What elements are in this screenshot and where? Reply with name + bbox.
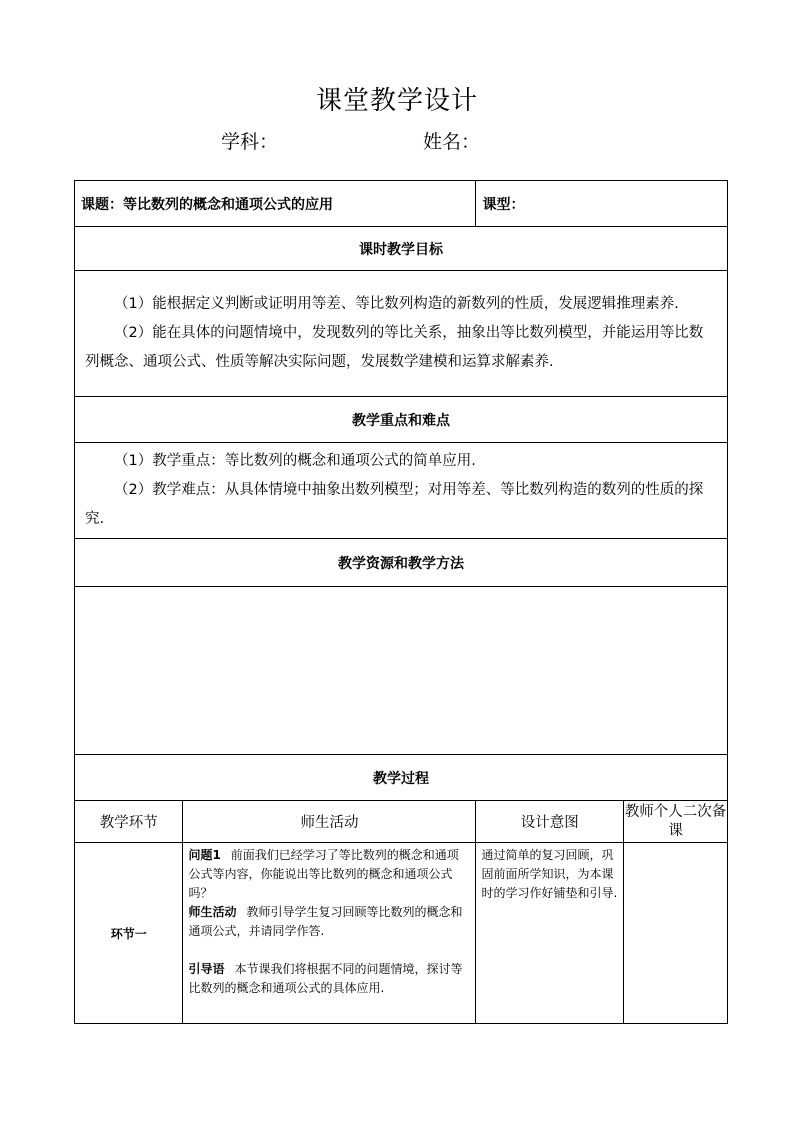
process-heading: 教学过程 (75, 755, 728, 801)
keypoints-content (75, 443, 728, 539)
activity-text: 教师引导学生复习回顾等比数列的概念和通项公式，并请同学作答. (188, 905, 463, 938)
table-row (75, 843, 728, 1024)
question-text: 前面我们已经学习了等比数列的概念和通项公式等内容，你能说出等比数列的概念和通项公式吗？ (188, 848, 459, 900)
question-paragraph (188, 846, 470, 903)
intent-cell: 通过简单的复习回顾，巩固前面所学知识，为本课时的学习作好铺垫和引导. (476, 843, 624, 1024)
topic-cell: 课题：等比数列的概念和通项公式的应用 (75, 181, 476, 227)
topic-row (75, 181, 728, 227)
subject-label: 学科： (221, 131, 279, 153)
guide-label: 引导语 (188, 962, 225, 976)
resources-content (75, 587, 728, 755)
col-header-stage: 教学环节 (75, 801, 183, 843)
col-header-activity: 师生活动 (183, 801, 476, 843)
activity-paragraph (188, 903, 470, 941)
keypoint-item: （2）教学难点：从具体情境中抽象出数列模型；对用等差、等比数列构造的数列的性质的探究. (85, 482, 704, 527)
activity-cell (183, 843, 476, 1024)
keypoints-heading: 教学重点和难点 (75, 397, 728, 443)
question-label: 问题1 (188, 848, 221, 862)
lesson-type-cell: 课型： (476, 181, 728, 227)
stage-cell: 环节一 (75, 843, 183, 1024)
objectives-content (75, 271, 728, 397)
process-header-row (75, 801, 728, 843)
lesson-plan-table (74, 180, 728, 1024)
activity-label: 师生活动 (188, 905, 237, 919)
guide-text: 本节课我们将根据不同的问题情境，探讨等比数列的概念和通项公式的具体应用. (188, 962, 463, 995)
name-label: 姓名： (423, 131, 481, 153)
col-header-intent: 设计意图 (476, 801, 624, 843)
objective-item: （1）能根据定义判断或证明用等差、等比数列构造的新数列的性质，发展逻辑推理素养. (114, 296, 679, 312)
notes-cell (624, 843, 728, 1024)
objectives-heading: 课时教学目标 (75, 227, 728, 271)
objective-item: （2）能在具体的问题情境中，发现数列的等比关系，抽象出等比数列模型，并能运用等比数列概念、通项公式、性质等解决实际问题，发展数学建模和运算求解素养. (85, 325, 704, 370)
guide-paragraph (188, 960, 470, 998)
resources-heading: 教学资源和教学方法 (75, 539, 728, 587)
col-header-notes: 教师个人二次备课 (624, 801, 728, 843)
keypoint-item: （1）教学重点：等比数列的概念和通项公式的简单应用. (114, 453, 476, 469)
page-title: 课堂教学设计 (315, 86, 478, 116)
